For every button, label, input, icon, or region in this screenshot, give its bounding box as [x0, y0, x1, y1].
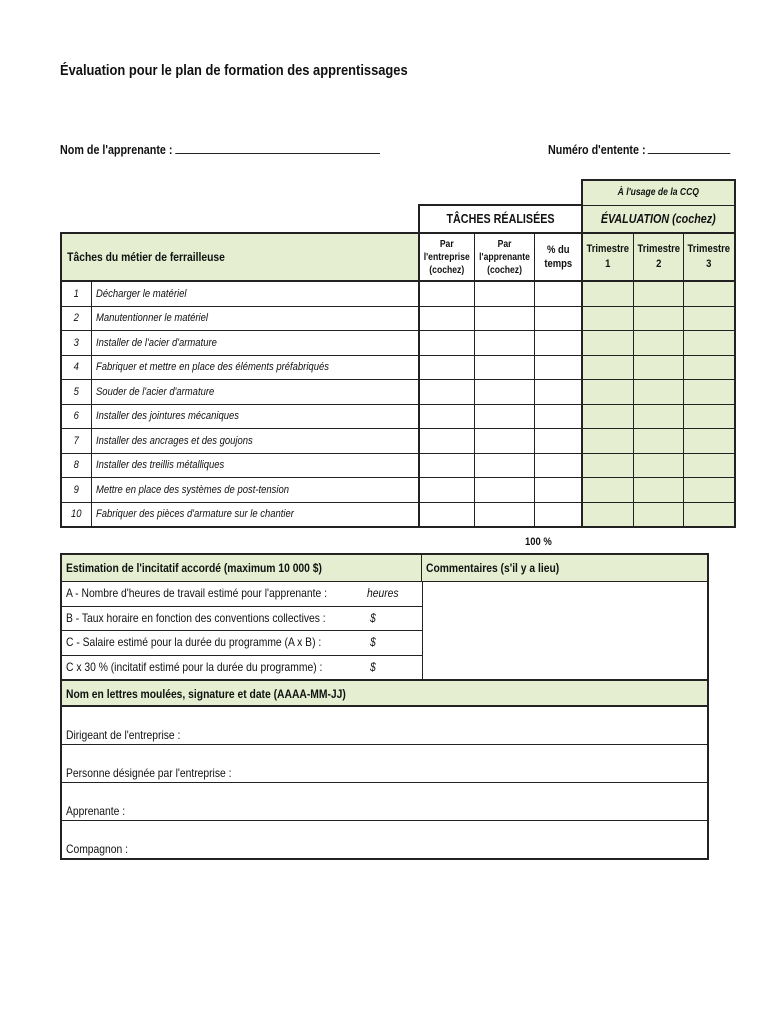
trimester-1-cell[interactable] — [582, 306, 633, 331]
agreement-number-label: Numéro d'entente : — [548, 143, 646, 157]
incentive-rows — [62, 582, 423, 679]
signature-row-employer[interactable]: Dirigeant de l'entreprise : — [62, 707, 707, 745]
company-checkbox-cell[interactable] — [419, 478, 474, 503]
task-name: Manutentionner le matériel — [91, 306, 419, 331]
incentive-row-hours[interactable]: A - Nombre d'heures de travail estimé pour l'apprenante : heures — [62, 582, 422, 607]
trimester-1-cell[interactable] — [582, 380, 633, 405]
trimester-1-cell[interactable] — [582, 478, 633, 503]
apprentice-name-field[interactable] — [60, 142, 380, 157]
time-percent-cell[interactable] — [534, 453, 582, 478]
trimester-1-cell[interactable] — [582, 355, 633, 380]
trimester-1-cell[interactable] — [582, 429, 633, 454]
trimester-2-cell[interactable] — [633, 355, 684, 380]
signature-row-apprentice[interactable]: Apprenante : — [62, 783, 707, 821]
trimester-2-cell[interactable] — [633, 429, 684, 454]
task-row — [61, 355, 735, 380]
task-number: 3 — [61, 331, 91, 356]
trimester-2-cell[interactable] — [633, 453, 684, 478]
task-name: Installer des ancrages et des goujons — [91, 429, 419, 454]
company-checkbox-cell[interactable] — [419, 429, 474, 454]
trimester-1-cell[interactable] — [582, 404, 633, 429]
company-checkbox-cell[interactable] — [419, 355, 474, 380]
task-name: Installer des treillis métalliques — [91, 453, 419, 478]
trimester-2-cell[interactable] — [633, 478, 684, 503]
apprentice-checkbox-cell[interactable] — [474, 404, 534, 429]
signature-rows — [62, 707, 707, 858]
trimester-3-cell[interactable] — [684, 478, 735, 503]
page-title: Évaluation pour le plan de formation des apprentissages — [60, 62, 408, 79]
apprentice-checkbox-cell[interactable] — [474, 355, 534, 380]
trimester-1-cell[interactable] — [582, 502, 633, 527]
apprentice-checkbox-cell[interactable] — [474, 331, 534, 356]
task-row — [61, 453, 735, 478]
time-percent-cell[interactable] — [534, 355, 582, 380]
time-percent-column-header: % du temps — [534, 233, 582, 281]
trimester-2-cell[interactable] — [633, 306, 684, 331]
apprentice-name-line[interactable] — [175, 142, 380, 154]
comments-field[interactable] — [423, 582, 707, 679]
apprentice-checkbox-cell[interactable] — [474, 478, 534, 503]
task-number: 5 — [61, 380, 91, 405]
time-percent-cell[interactable] — [534, 331, 582, 356]
incentive-header: Estimation de l'incitatif accordé (maximum 10 000 $) — [62, 555, 422, 581]
time-percent-cell[interactable] — [534, 429, 582, 454]
task-row — [61, 331, 735, 356]
apprentice-name-label: Nom de l'apprenante : — [60, 143, 173, 157]
incentive-section — [60, 553, 709, 860]
time-percent-cell[interactable] — [534, 404, 582, 429]
agreement-number-line[interactable] — [648, 142, 731, 154]
task-row — [61, 404, 735, 429]
trimester-2-cell[interactable] — [633, 502, 684, 527]
trimester-3-cell[interactable] — [684, 281, 735, 306]
trimester-3-cell[interactable] — [684, 355, 735, 380]
tasks-column-header: Tâches du métier de ferrailleuse — [67, 250, 225, 264]
trimester-3-cell[interactable] — [684, 502, 735, 527]
signature-row-journeyman[interactable]: Compagnon : — [66, 842, 128, 856]
trimester-1-header: Trimestre 1 — [582, 233, 633, 281]
company-checkbox-cell[interactable] — [419, 453, 474, 478]
task-number: 7 — [61, 429, 91, 454]
apprentice-checkbox-cell[interactable] — [474, 502, 534, 527]
signature-row-designated-person[interactable]: Personne désignée par l'entreprise : — [62, 745, 707, 783]
comments-header: Commentaires (s'il y a lieu) — [422, 555, 707, 581]
apprentice-column-header: Par l'apprenante (cochez) — [474, 233, 534, 281]
task-number: 4 — [61, 355, 91, 380]
apprentice-checkbox-cell[interactable] — [474, 306, 534, 331]
trimester-1-cell[interactable] — [582, 453, 633, 478]
task-name: Souder de l'acier d'armature — [91, 380, 419, 405]
task-number: 2 — [61, 306, 91, 331]
task-row — [61, 306, 735, 331]
trimester-3-cell[interactable] — [684, 331, 735, 356]
company-checkbox-cell[interactable] — [419, 331, 474, 356]
time-percent-cell[interactable] — [534, 306, 582, 331]
trimester-1-cell[interactable] — [582, 281, 633, 306]
task-row — [61, 380, 735, 405]
incentive-row-salary[interactable]: C - Salaire estimé pour la durée du programme (A x B) : $ — [62, 631, 422, 656]
task-number: 6 — [61, 404, 91, 429]
signatures-header: Nom en lettres moulées, signature et date (AAAA-MM-JJ) — [62, 681, 707, 707]
task-name: Installer des jointures mécaniques — [91, 404, 419, 429]
company-checkbox-cell[interactable] — [419, 404, 474, 429]
trimester-3-cell[interactable] — [684, 380, 735, 405]
company-checkbox-cell[interactable] — [419, 306, 474, 331]
incentive-row-estimate[interactable]: C x 30 % (incitatif estimé pour la durée du programme) : $ — [66, 659, 376, 674]
trimester-2-cell[interactable] — [633, 281, 684, 306]
agreement-number-field[interactable] — [548, 142, 731, 157]
task-row — [61, 502, 735, 527]
company-checkbox-cell[interactable] — [419, 281, 474, 306]
ccq-usage-label: À l'usage de la CCQ — [617, 187, 700, 199]
trimester-2-cell[interactable] — [633, 380, 684, 405]
task-row — [61, 429, 735, 454]
apprentice-checkbox-cell[interactable] — [474, 281, 534, 306]
apprentice-checkbox-cell[interactable] — [474, 453, 534, 478]
task-name: Décharger le matériel — [91, 281, 419, 306]
tasks-done-header: TÂCHES RÉALISÉES — [446, 212, 555, 226]
task-name: Installer de l'acier d'armature — [91, 331, 419, 356]
company-checkbox-cell[interactable] — [419, 380, 474, 405]
trimester-1-cell[interactable] — [582, 331, 633, 356]
time-percent-cell[interactable] — [534, 478, 582, 503]
trimester-3-cell[interactable] — [684, 429, 735, 454]
evaluation-header: ÉVALUATION (cochez) — [600, 211, 716, 226]
tasks-table — [60, 179, 736, 528]
task-name: Mettre en place des systèmes de post-tension — [91, 478, 419, 503]
time-percent-cell[interactable] — [534, 281, 582, 306]
trimester-3-cell[interactable] — [684, 404, 735, 429]
trimester-2-cell[interactable] — [633, 331, 684, 356]
trimester-2-cell[interactable] — [633, 404, 684, 429]
apprentice-checkbox-cell[interactable] — [474, 380, 534, 405]
trimester-2-header: Trimestre 2 — [633, 233, 684, 281]
trimester-3-cell[interactable] — [684, 453, 735, 478]
incentive-row-rate[interactable]: B - Taux horaire en fonction des conventions collectives : $ — [62, 607, 422, 632]
task-number: 1 — [61, 281, 91, 306]
total-percent: 100 % — [525, 536, 552, 548]
time-percent-cell[interactable] — [534, 380, 582, 405]
task-number: 10 — [61, 502, 91, 527]
task-name: Fabriquer des pièces d'armature sur le chantier — [91, 502, 419, 527]
apprentice-checkbox-cell[interactable] — [474, 429, 534, 454]
task-name: Fabriquer et mettre en place des éléments préfabriqués — [91, 355, 419, 380]
company-column-header: Par l'entreprise (cochez) — [419, 233, 474, 281]
task-row — [61, 478, 735, 503]
task-number: 9 — [61, 478, 91, 503]
task-number: 8 — [61, 453, 91, 478]
time-percent-cell[interactable] — [534, 502, 582, 527]
trimester-3-header: Trimestre 3 — [684, 233, 735, 281]
trimester-3-cell[interactable] — [684, 306, 735, 331]
company-checkbox-cell[interactable] — [419, 502, 474, 527]
task-row — [61, 281, 735, 306]
